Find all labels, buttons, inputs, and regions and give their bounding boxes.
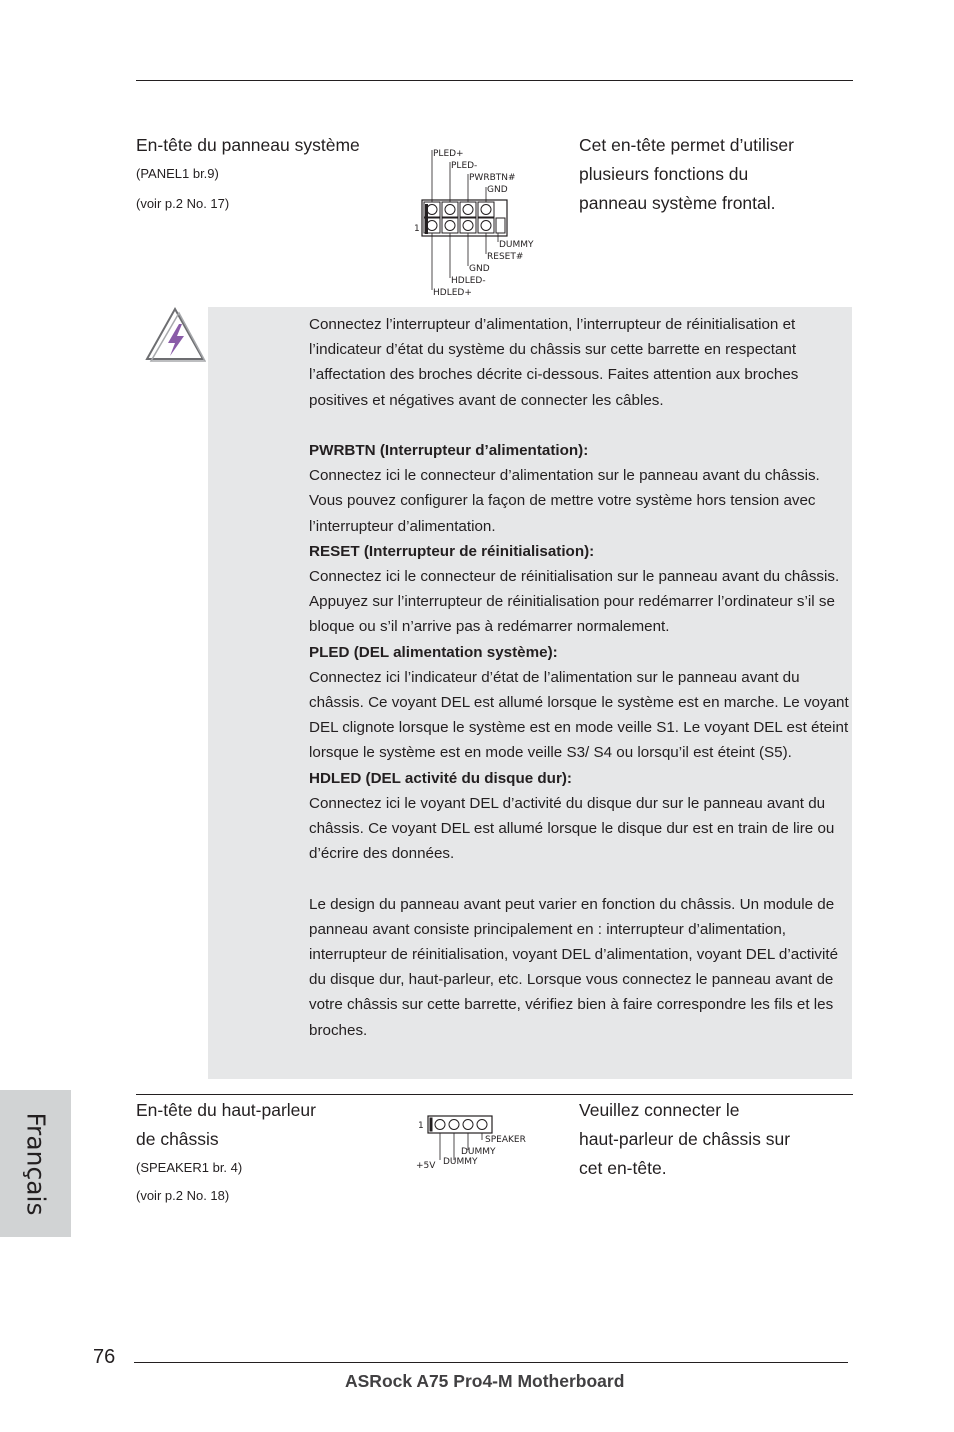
panel-header-title: En-tête du panneau système xyxy=(136,135,360,155)
panel-header-desc-3: panneau système frontal. xyxy=(579,193,776,213)
label-reset: RESET# xyxy=(487,252,524,262)
footer-title: ASRock A75 Pro4-M Motherboard xyxy=(345,1371,625,1391)
speaker-header-page-ref: (voir p.2 No. 18) xyxy=(136,1188,230,1203)
speaker-pin1-label: 1 xyxy=(418,1121,424,1131)
reset-heading: RESET (Interrupteur de réinitialisation): xyxy=(309,542,595,560)
top-rule xyxy=(136,80,853,81)
pwrbtn-heading: PWRBTN (Interrupteur d’alimentation): xyxy=(309,442,589,459)
label-hdled-minus: HDLED- xyxy=(451,276,486,286)
speaker-header-ref: (SPEAKER1 br. 4) xyxy=(136,1160,243,1175)
label-dummy: DUMMY xyxy=(499,240,534,250)
language-side-tab xyxy=(0,1090,71,1237)
pin1-label: 1 xyxy=(414,224,420,234)
panel-header-desc-2: plusieurs fonctions du xyxy=(579,164,749,184)
page-number: 76 xyxy=(93,1346,116,1368)
language-tab-label: Français xyxy=(21,1111,50,1216)
pled-body: Connectez ici l’indicateur d’état de l’alimentation sur le panneau avant du châssis. Ce voyant DEL est allumé lorsque le système est en marche. Le voyant DEL clignote lorsque le système est en mode veille S1. Le voyant DEL est éteint lorsque le système est en mode veille S3/ S4 ou lorsqu’il est éteint (S5). xyxy=(309,668,849,762)
label-pled-plus: PLED+ xyxy=(433,149,464,159)
panel-header-pin-diagram xyxy=(412,142,552,298)
note-text xyxy=(309,312,855,1043)
speaker-header-desc-3: cet en-tête. xyxy=(579,1158,667,1178)
reset-body: Connectez ici le connecteur de réinitialisation sur le panneau avant du châssis. Appuyez sur l’interrupteur de réinitialisation pour redémarrer l’ordinateur s’il se bloque ou s’il n’arrive pas à redémarrer normalement. xyxy=(309,568,840,636)
speaker-header-pin-diagram xyxy=(412,1112,544,1172)
note-intro: Connectez l’interrupteur d’alimentation, l’interrupteur de réinitialisation et l’indicateur d’état du système du châssis sur cette barrette en respectant l’affectation des broches décrite ci-dessous. Faites attention aux broches positives et négatives avant de connecter les câbles. xyxy=(309,316,799,409)
panel-header-page-ref: (voir p.2 No. 17) xyxy=(136,196,230,211)
label-gnd-bottom: GND xyxy=(469,264,490,274)
pled-heading: PLED (DEL alimentation système): xyxy=(309,643,558,661)
section-rule xyxy=(136,1094,853,1095)
speaker-header-title-1: En-tête du haut-parleur xyxy=(136,1100,316,1120)
label-speaker: SPEAKER xyxy=(485,1135,526,1145)
footer-rule xyxy=(134,1362,848,1363)
hdled-body: Connectez ici le voyant DEL d’activité du disque dur sur le panneau avant du châssis. Ce voyant DEL est allumé lorsque le disque dur est en train de lire ou d’écrire des données. xyxy=(309,794,835,863)
label-pled-minus: PLED- xyxy=(451,161,478,171)
speaker-header-title-2: de châssis xyxy=(136,1129,219,1149)
warning-icon xyxy=(144,306,206,364)
label-gnd-top: GND xyxy=(487,185,508,195)
hdled-heading: HDLED (DEL activité du disque dur): xyxy=(309,769,572,787)
label-hdled-plus: HDLED+ xyxy=(433,288,472,298)
panel-header-desc-1: Cet en-tête permet d’utiliser xyxy=(579,135,794,155)
note-outro: Le design du panneau avant peut varier en fonction du châssis. Un module de panneau avant consiste principalement en : interrupteur d’alimentation, interrupteur de réinitialisation, voyant DEL d’alimentation, voyant DEL d’activité du disque dur, haut-parleur, etc. Lorsque vous connectez le panneau avant de votre châssis sur cette barrette, vérifiez bien à faire correspondre les fils et les broches. xyxy=(309,895,839,1039)
speaker-header-desc-2: haut-parleur de châssis sur xyxy=(579,1129,791,1149)
panel-header-ref: (PANEL1 br.9) xyxy=(136,166,219,181)
label-dummy-2: DUMMY xyxy=(443,1157,478,1167)
pwrbtn-body: Connectez ici le connecteur d’alimentation sur le panneau avant du châssis. Vous pouvez configurer la façon de mettre votre système hors tension avec l’interrupteur d’alimentation. xyxy=(309,467,820,535)
label-5v: +5V xyxy=(416,1161,436,1171)
label-dummy-1: DUMMY xyxy=(461,1147,496,1157)
label-pwrbtn: PWRBTN# xyxy=(469,173,516,183)
speaker-header-desc-1: Veuillez connecter le xyxy=(579,1100,740,1120)
